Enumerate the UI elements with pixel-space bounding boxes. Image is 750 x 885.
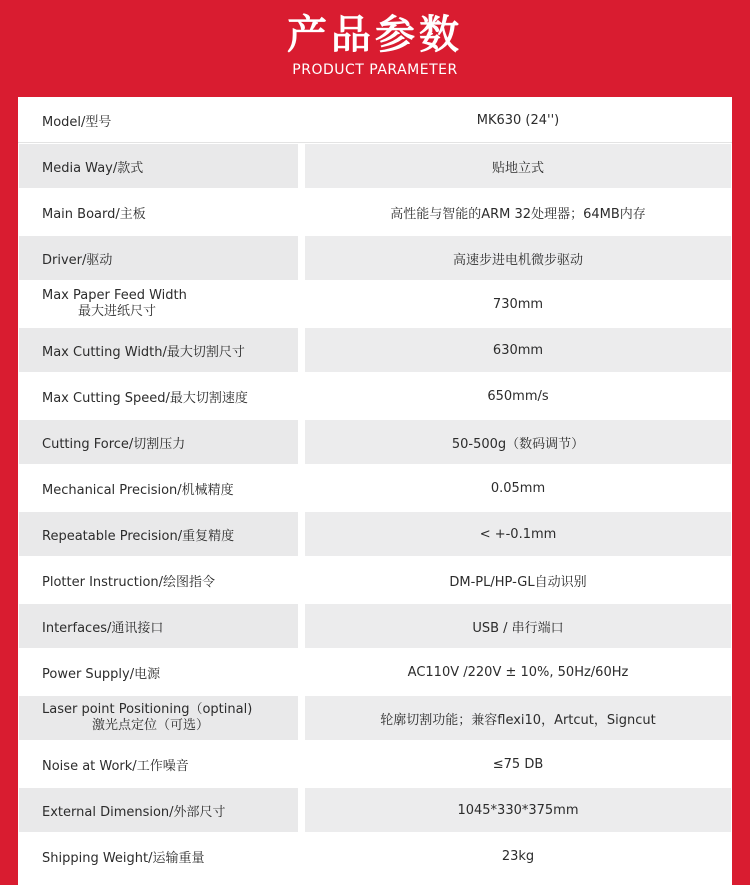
table-row [18,189,732,235]
row-label: Plotter Instruction/绘图指令 [42,574,216,590]
row-label: Repeatable Precision/重复精度 [19,512,298,556]
row-label: Max Cutting Speed/最大切割速度 [42,390,248,406]
table-row [18,327,732,373]
title-chinese: 产品参数 [287,12,463,58]
row-value: AC110V /220V ± 10%, 50Hz/60Hz [407,664,629,680]
row-label: Power Supply/电源 [42,666,161,682]
table-row [18,97,732,143]
table-row [18,557,732,603]
row-label: Main Board/主板 [42,206,146,222]
table-row [18,741,732,787]
row-value: MK630 (24'') [476,112,560,128]
row-label: Driver/驱动 [19,236,298,280]
table-row [18,787,732,833]
table-row [18,281,732,327]
row-label: Media Way/款式 [19,144,298,188]
row-label: Shipping Weight/运输重量 [42,850,205,866]
row-value: 650mm/s [487,388,549,404]
row-value: 高速步进电机微步驱动 [305,236,731,280]
row-label: Noise at Work/工作噪音 [42,758,189,774]
row-label-line2: 激光点定位（可选） [92,718,210,733]
row-label [19,282,298,326]
table-row [18,373,732,419]
table-row [18,419,732,465]
row-label-line1: Laser point Positioning（optinal) [42,702,253,717]
row-value: DM-PL/HP-GL自动识别 [449,574,587,590]
row-value: 贴地立式 [305,144,731,188]
page-header [0,0,750,97]
row-label: Max Cutting Width/最大切割尺寸 [19,328,298,372]
row-label: Model/型号 [42,114,112,130]
table-row [18,603,732,649]
table-row [18,649,732,695]
table-row [18,695,732,741]
row-value: 730mm [492,296,544,312]
table-row [18,511,732,557]
row-value: ≤75 DB [492,756,544,772]
table-row [18,465,732,511]
row-label-line1: Max Paper Feed Width [42,288,187,303]
title-english: PRODUCT PARAMETER [292,62,458,78]
row-label-line2: 最大进纸尺寸 [78,304,157,319]
row-label: Cutting Force/切割压力 [19,420,298,464]
row-value: 50-500g（数码调节） [305,420,731,464]
parameter-table [18,97,732,885]
row-label: Mechanical Precision/机械精度 [42,482,234,498]
table-row [18,235,732,281]
row-label: Interfaces/通讯接口 [19,604,298,648]
row-value: 高性能与智能的ARM 32处理器；64MB内存 [390,206,646,222]
row-value: 630mm [305,328,731,372]
row-value: < +-0.1mm [305,512,731,556]
table-row [18,833,732,879]
row-value: USB / 串行端口 [305,604,731,648]
row-label [19,696,298,740]
row-value: 23kg [501,848,535,864]
table-row [18,143,732,189]
row-value: 轮廓切割功能；兼容flexi10，Artcut，Signcut [305,696,731,740]
row-label: External Dimension/外部尺寸 [19,788,298,832]
row-value: 0.05mm [490,480,546,496]
row-value: 1045*330*375mm [305,788,731,832]
